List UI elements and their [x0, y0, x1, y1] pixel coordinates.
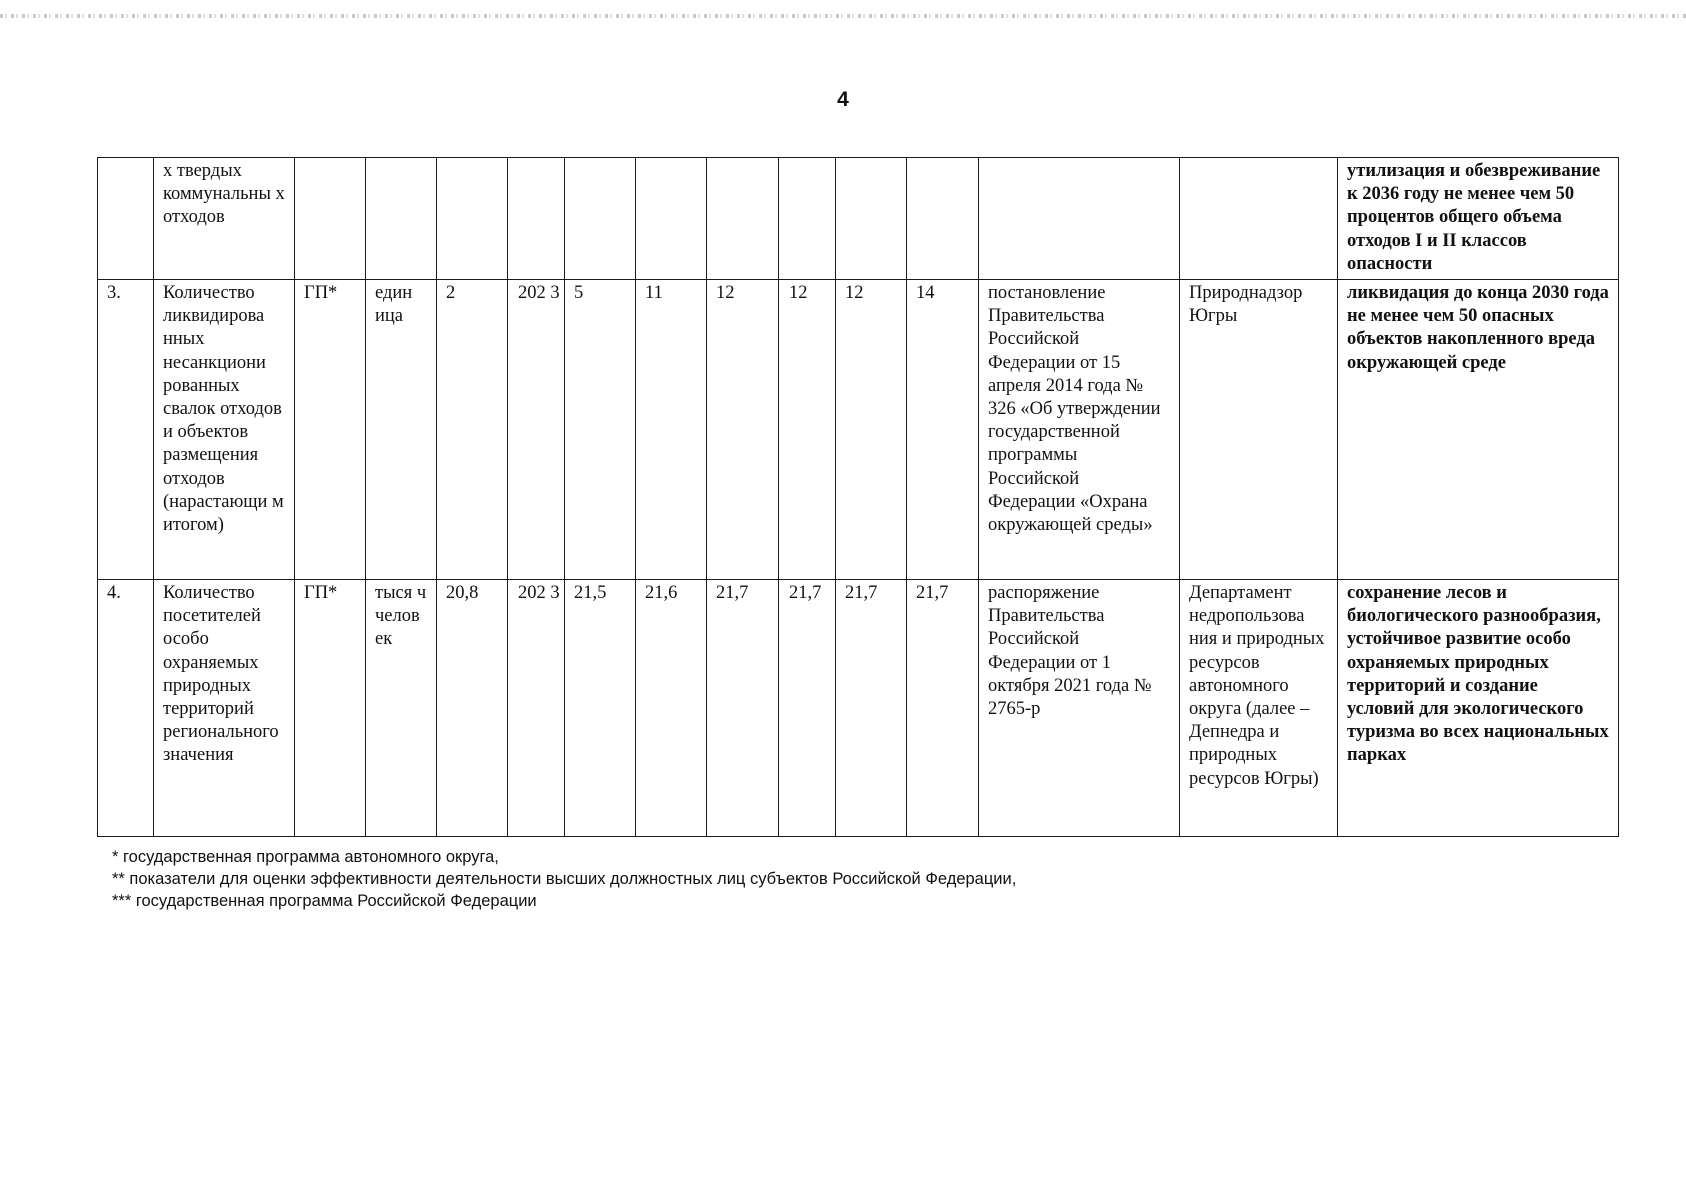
cell-base-value: 20,8 — [437, 580, 508, 837]
cell-base-year: 202 3 — [508, 280, 565, 580]
cell-number — [98, 158, 154, 280]
table-row — [98, 280, 1619, 580]
cell-base-year — [508, 158, 565, 280]
cell-responsible: Природнадзор Югры — [1180, 280, 1338, 580]
cell-unit: един ица — [366, 280, 437, 580]
cell-document: постановление Правительства Российской Федерации от 15 апреля 2014 года № 326 «Об утверждении государственной программы Российской Федерации «Охрана окружающей среды» — [979, 280, 1180, 580]
cell-national-goal-link: сохранение лесов и биологического разнообразия, устойчивое развитие особо охраняемых природных территорий и создание условий для экологического туризма во всех национальных парках — [1338, 580, 1619, 837]
cell-value-2028 — [836, 158, 907, 280]
cell-type — [295, 158, 366, 280]
cell-type: ГП* — [295, 280, 366, 580]
cell-responsible — [1180, 158, 1338, 280]
cell-number: 3. — [98, 280, 154, 580]
indicators-table — [97, 157, 1619, 837]
scan-edge-artifact — [0, 14, 1686, 18]
footnote-efficiency-indicators: ** показатели для оценки эффективности деятельности высших должностных лиц субъектов Российской Федерации, — [112, 870, 1017, 888]
cell-indicator-name: х твердых коммунальны х отходов — [154, 158, 295, 280]
cell-unit: тыся ч челов ек — [366, 580, 437, 837]
cell-value-2025: 21,6 — [636, 580, 707, 837]
cell-document — [979, 158, 1180, 280]
cell-base-value: 2 — [437, 280, 508, 580]
cell-value-2028: 12 — [836, 280, 907, 580]
cell-value-2026: 21,7 — [707, 580, 779, 837]
cell-value-2026: 12 — [707, 280, 779, 580]
page-number: 4 — [837, 88, 849, 111]
cell-value-2025: 11 — [636, 280, 707, 580]
cell-value-2029: 21,7 — [907, 580, 979, 837]
cell-value-2024 — [565, 158, 636, 280]
cell-number: 4. — [98, 580, 154, 837]
footnotes — [112, 846, 1016, 912]
cell-value-2027 — [779, 158, 836, 280]
cell-base-value — [437, 158, 508, 280]
cell-value-2028: 21,7 — [836, 580, 907, 837]
cell-value-2024: 21,5 — [565, 580, 636, 837]
table-row — [98, 580, 1619, 837]
cell-national-goal-link: ликвидация до конца 2030 года не менее чем 50 опасных объектов накопленного вреда окружающей среде — [1338, 280, 1619, 580]
table-row — [98, 158, 1619, 280]
cell-value-2029: 14 — [907, 280, 979, 580]
cell-value-2027: 12 — [779, 280, 836, 580]
footnote-state-program-region: * государственная программа автономного округа, — [112, 848, 499, 866]
cell-value-2025 — [636, 158, 707, 280]
cell-value-2027: 21,7 — [779, 580, 836, 837]
footnote-state-program-federal: *** государственная программа Российской Федерации — [112, 892, 537, 910]
cell-document: распоряжение Правительства Российской Федерации от 1 октября 2021 года № 2765-р — [979, 580, 1180, 837]
cell-national-goal-link: утилизация и обезвреживание к 2036 году не менее чем 50 процентов общего объема отходов I и II классов опасности — [1338, 158, 1619, 280]
cell-indicator-name: Количество ликвидирова нных несанкциони рованных свалок отходов и объектов размещения отходов (нарастающи м итогом) — [154, 280, 295, 580]
cell-indicator-name: Количество посетителей особо охраняемых природных территорий регионального значения — [154, 580, 295, 837]
cell-value-2024: 5 — [565, 280, 636, 580]
cell-value-2029 — [907, 158, 979, 280]
cell-responsible: Департамент недропользова ния и природных ресурсов автономного округа (далее – Депнедра и природных ресурсов Югры) — [1180, 580, 1338, 837]
cell-base-year: 202 3 — [508, 580, 565, 837]
cell-unit — [366, 158, 437, 280]
cell-type: ГП* — [295, 580, 366, 837]
cell-value-2026 — [707, 158, 779, 280]
